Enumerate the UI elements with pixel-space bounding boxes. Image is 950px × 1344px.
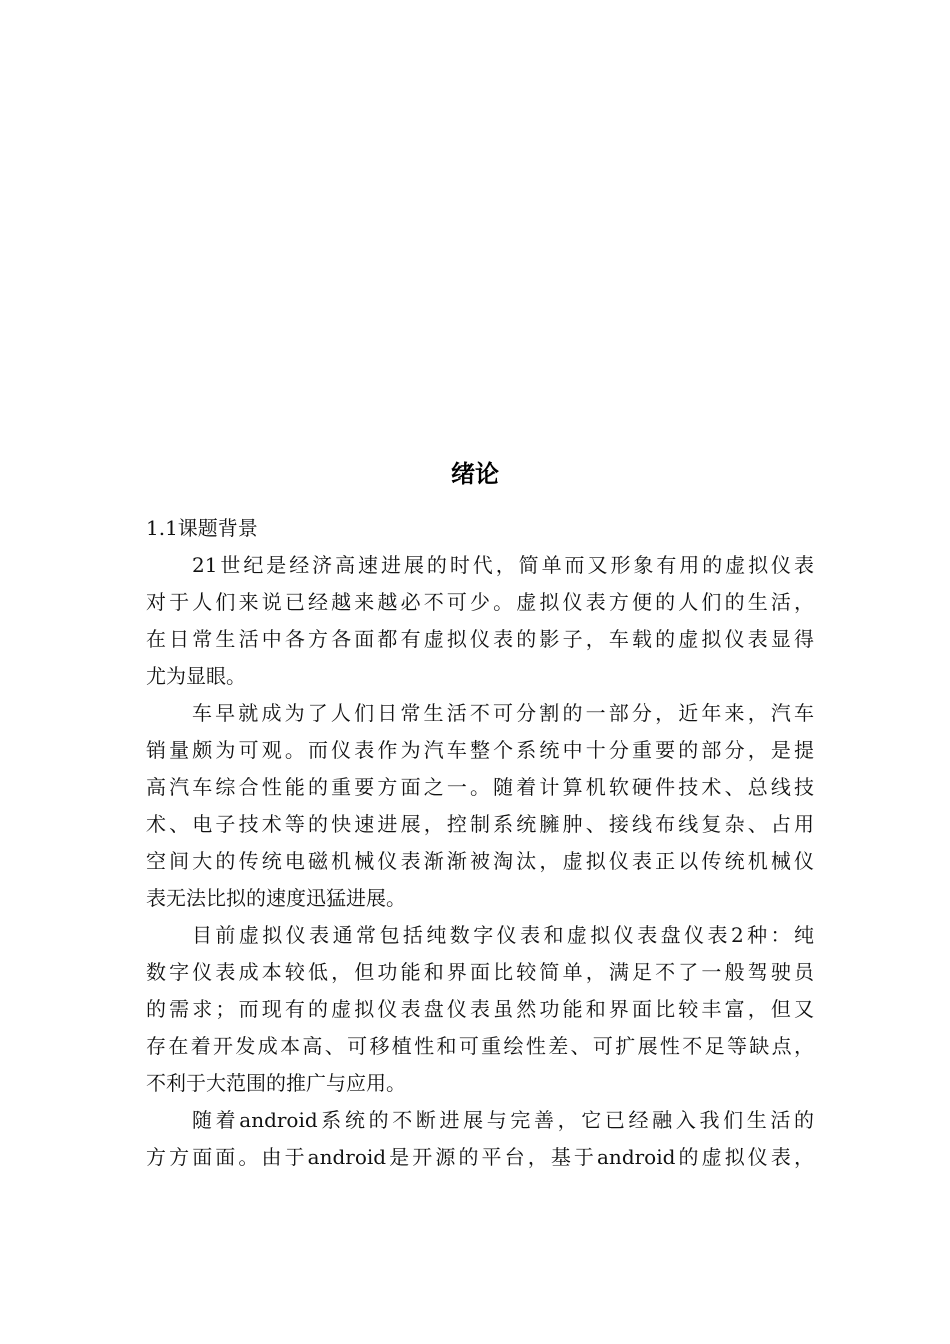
paragraph-4	[146, 1102, 814, 1176]
paragraph-line: 空间大的传统电磁机械仪表渐渐被淘汰，虚拟仪表正以传统机械仪	[146, 849, 814, 873]
paragraph-line: 目前虚拟仪表通常包括纯数字仪表和虚拟仪表盘仪表2种：纯	[192, 923, 814, 947]
section-heading: 1.1课题背景	[146, 516, 258, 540]
page-title: 绪论	[451, 460, 499, 488]
paragraph-line: 数字仪表成本较低，但功能和界面比较简单，满足不了一般驾驶员	[146, 960, 814, 984]
paragraph-line: 在日常生活中各方各面都有虚拟仪表的影子，车载的虚拟仪表显得	[146, 627, 814, 651]
paragraph-line: 表无法比拟的速度迅猛进展。	[146, 886, 406, 910]
paragraph-line: 随着android系统的不断进展与完善，它已经融入我们生活的	[192, 1108, 814, 1132]
paragraph-line: 方方面面。由于android是开源的平台，基于android的虚拟仪表，	[146, 1145, 814, 1169]
paragraph-line: 术、电子技术等的快速进展，控制系统臃肿、接线布线复杂、占用	[146, 812, 814, 836]
paragraph-line: 销量颇为可观。而仪表作为汽车整个系统中十分重要的部分，是提	[146, 738, 814, 762]
paragraph-line: 尤为显眼。	[146, 664, 246, 688]
document-body	[146, 510, 814, 1176]
paragraph-1	[146, 547, 814, 695]
paragraph-2	[146, 695, 814, 917]
paragraph-line: 高汽车综合性能的重要方面之一。随着计算机软硬件技术、总线技	[146, 775, 814, 799]
paragraph-line: 存在着开发成本高、可移植性和可重绘性差、可扩展性不足等缺点，	[146, 1034, 814, 1058]
paragraph-line: 对于人们来说已经越来越必不可少。虚拟仪表方便的人们的生活，	[146, 590, 814, 614]
paragraph-line: 不利于大范围的推广与应用。	[146, 1071, 406, 1095]
paragraph-line: 的需求；而现有的虚拟仪表盘仪表虽然功能和界面比较丰富，但又	[146, 997, 814, 1021]
paragraph-3	[146, 917, 814, 1102]
paragraph-line: 21世纪是经济高速进展的时代，简单而又形象有用的虚拟仪表	[192, 553, 814, 577]
paragraph-line: 车早就成为了人们日常生活不可分割的一部分，近年来，汽车	[192, 701, 814, 725]
